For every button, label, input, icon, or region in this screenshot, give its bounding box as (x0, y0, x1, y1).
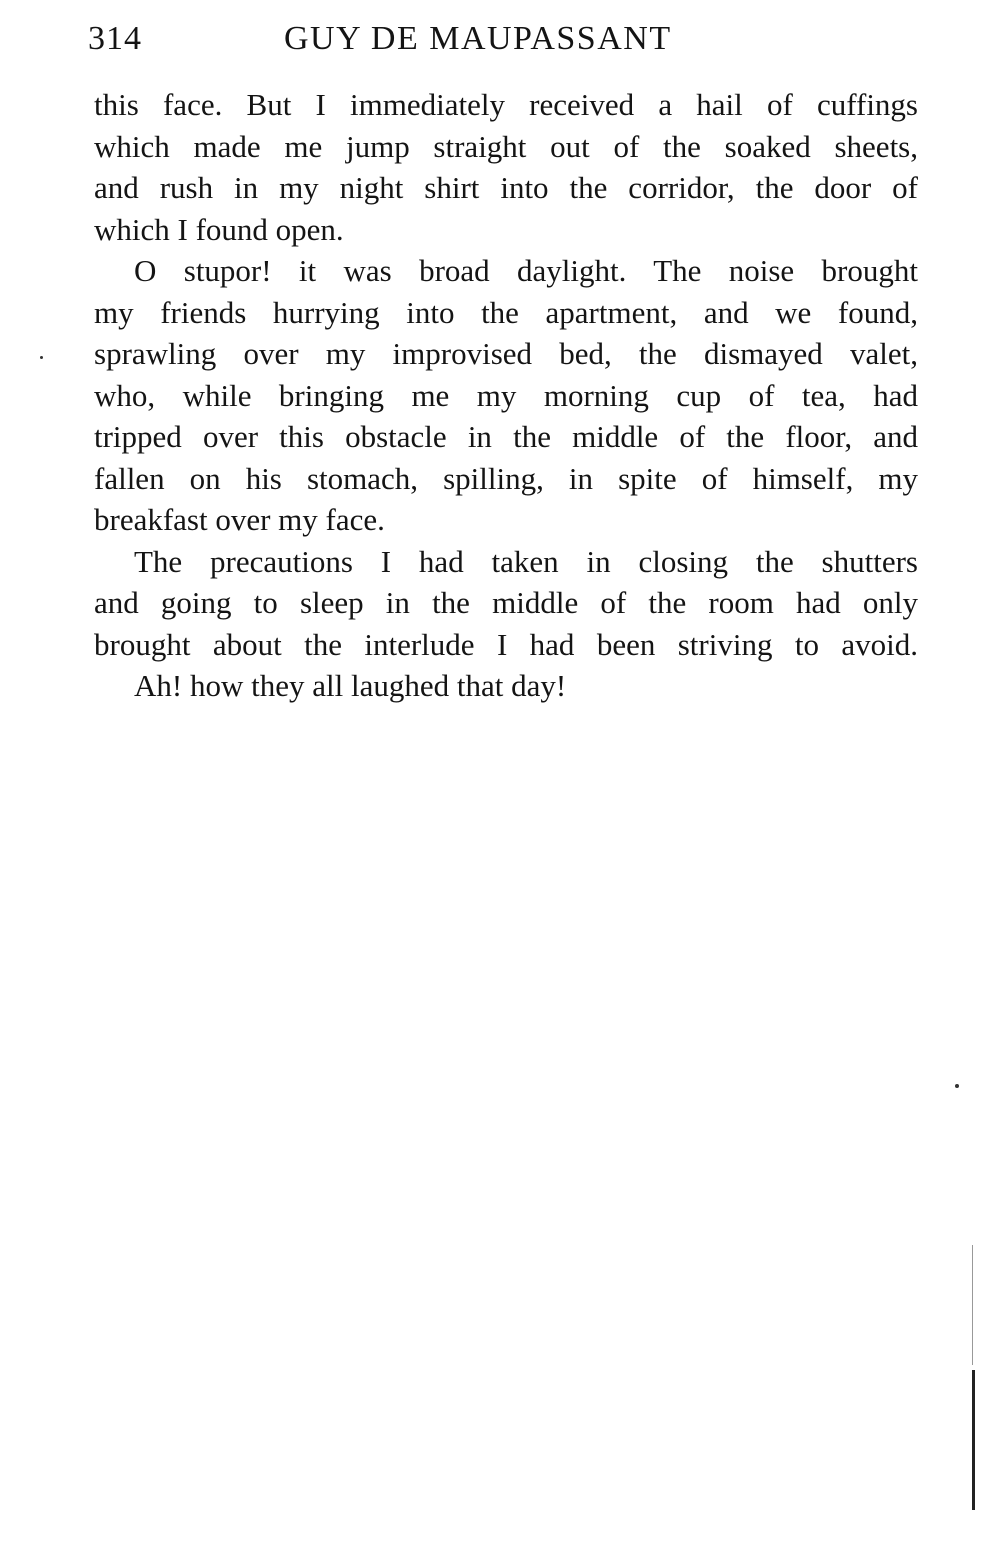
text-line: and rush in my night shirt into the corridor, the door of (94, 170, 918, 205)
scan-edge-mark (972, 1245, 973, 1365)
paragraph (94, 541, 918, 666)
scan-edge-mark (972, 1370, 975, 1510)
running-head (88, 14, 918, 64)
scan-speck (955, 1084, 959, 1088)
text-line: which I found open. (94, 211, 344, 247)
text-line: tripped over this obstacle in the middle of the floor, and (94, 419, 918, 454)
page-number: 314 (88, 20, 142, 57)
text-line: who, while bringing me my morning cup of tea, had (94, 377, 918, 413)
text-line: and going to sleep in the middle of the room had only (94, 585, 918, 620)
text-line: The precautions I had taken in closing the shutters (134, 543, 918, 579)
text-line: this face. But I immediately received a hail of cuffings (94, 87, 918, 122)
scan-speck (40, 356, 43, 359)
text-line: breakfast over my face. (94, 502, 385, 537)
text-line: my friends hurrying into the apartment, and we found, (94, 294, 918, 330)
body-text (94, 84, 918, 707)
book-title: GUY DE MAUPASSANT (284, 20, 672, 57)
text-line: which made me jump straight out of the soaked sheets, (94, 128, 918, 164)
text-line: sprawling over my improvised bed, the dismayed valet, (94, 336, 918, 371)
paragraph (94, 250, 918, 541)
paragraph (94, 84, 918, 250)
text-line: brought about the interlude I had been striving to avoid. (94, 626, 918, 662)
text-line: Ah! how they all laughed that day! (134, 668, 567, 703)
text-line: O stupor! it was broad daylight. The noise brought (134, 253, 918, 288)
text-line: fallen on his stomach, spilling, in spite of himself, my (94, 460, 918, 496)
paragraph (94, 665, 918, 707)
